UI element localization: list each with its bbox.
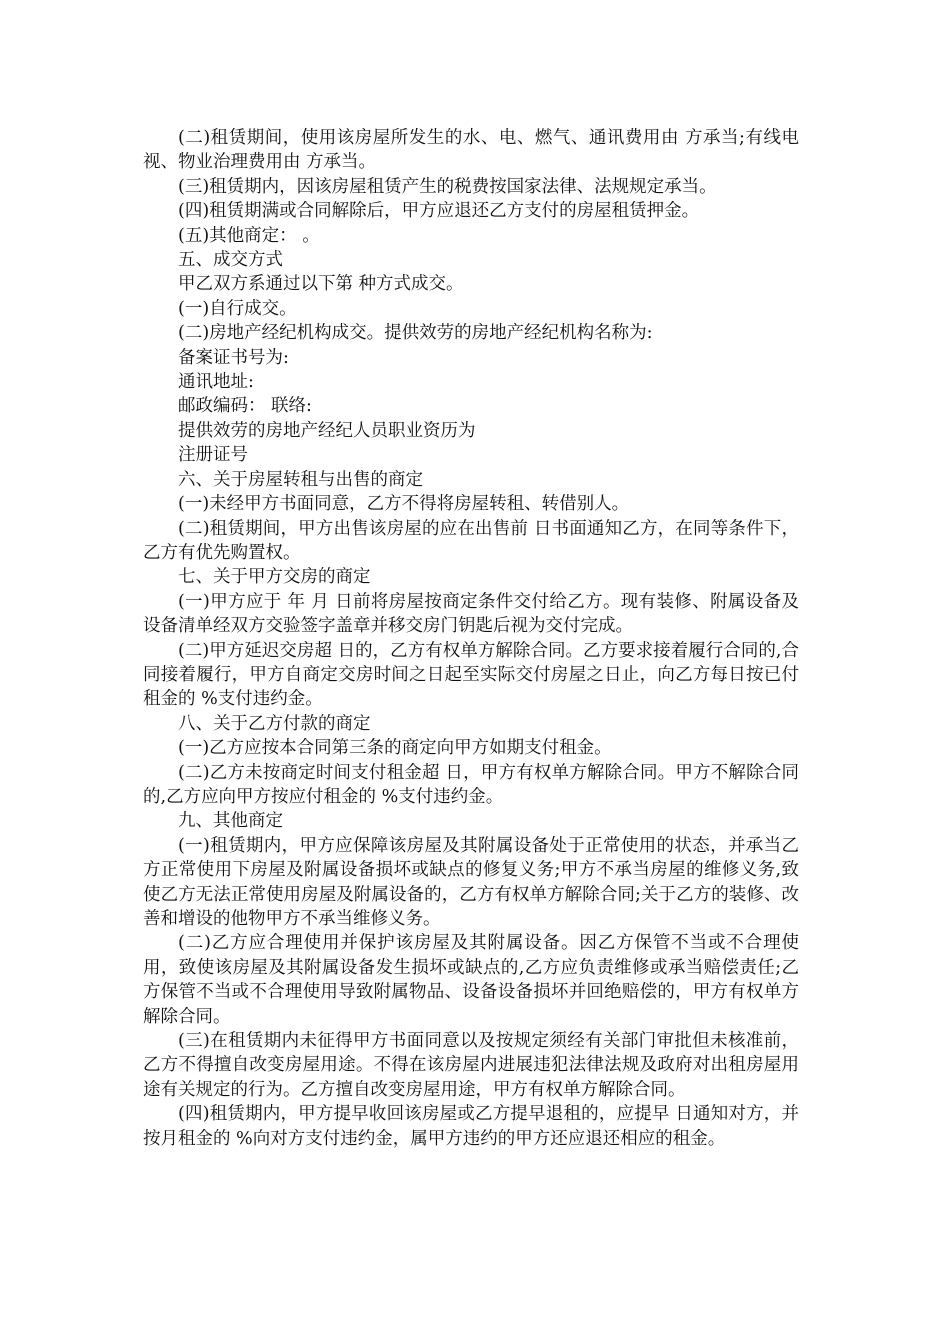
clause-late-payment: (二)乙方未按商定时间支付租金超 日，甲方有权单方解除合同。甲方不解除合同的,乙方应向甲方按应付租金的 %支付违约金。: [143, 762, 799, 807]
agency-filing-number: 备案证书号为:: [178, 347, 289, 368]
section-heading-transaction-method: 五、成交方式: [178, 250, 283, 271]
clause-utilities-fees: (二)租赁期间，使用该房屋所发生的水、电、燃气、通讯费用由 方承当;有线电视、物业治理费用由 方承当。: [143, 128, 799, 173]
document-page: [143, 126, 799, 1151]
agent-qualification: 提供效劳的房地产经纪人员职业资历为: [178, 420, 476, 441]
agent-registration-number: 注册证号: [178, 445, 248, 466]
clause-early-termination: (四)租赁期内，甲方提早收回该房屋或乙方提早退租的，应提早 日通知对方，并按月租金的 %向对方支付违约金，属甲方违约的甲方还应退还相应的租金。: [143, 1104, 799, 1149]
section-heading-other: 九、其他商定: [178, 811, 283, 832]
clause-handover-delay: (二)甲方延迟交房超 日的，乙方有权单方解除合同。乙方要求接着履行合同的,合同接着履行，甲方自商定交房时间之日起至实际交付房屋之日止，向乙方每日按已付租金的 %支付违约金。: [143, 640, 799, 710]
section-heading-handover: 七、关于甲方交房的商定: [178, 567, 371, 588]
clause-handover-date: (一)甲方应于 年 月 日前将房屋按商定条件交付给乙方。现有装修、附属设备及设备清单经双方交验签字盖章并移交房门钥匙后视为交付完成。: [143, 591, 799, 637]
clause-landlord-maintenance: (一)租赁期内，甲方应保障该房屋及其附属设备处于正常使用的状态，并承当乙方正常使用下房屋及附属设备损坏或缺点的修复义务;甲方不承当房屋的维修义务,致使乙方无法正常使用房屋及附属设备的，乙方有权单方解除合同;关于乙方的装修、改善和增设的他物甲方不承当维修义务。: [143, 835, 799, 929]
section-heading-payment: 八、关于乙方付款的商定: [178, 713, 371, 734]
section-heading-sublease-sale: 六、关于房屋转租与出售的商定: [178, 469, 423, 490]
clause-taxes: (三)租赁期内，因该房屋租赁产生的税费按国家法律、法规规定承当。: [178, 176, 717, 197]
clause-tenant-care: (二)乙方应合理使用并保护该房屋及其附属设备。因乙方保管不当或不合理使用，致使该房屋及其附属设备发生损坏或缺点的,乙方应负责维修或承当赔偿责任;乙方保管不当或不合理使用导致附属物品、设备设备损坏并回绝赔偿的，甲方有权单方解除合同。: [143, 933, 799, 1027]
transaction-method-intro: 甲乙双方系通过以下第 种方式成交。: [178, 274, 464, 295]
agency-address: 通讯地址:: [178, 372, 254, 393]
clause-other-agreements: (五)其他商定： 。: [178, 225, 320, 246]
clause-usage-change: (三)在租赁期内未征得甲方书面同意以及按规定须经有关部门审批但未核准前，乙方不得擅自改变房屋用途。不得在该房屋内进展违犯法律法规及政府对出租房屋用途有关规定的行为。乙方擅自改变房屋用途，甲方有权单方解除合同。: [143, 1031, 799, 1100]
clause-rent-payment: (一)乙方应按本合同第三条的商定向甲方如期支付租金。: [178, 738, 612, 759]
clause-no-sublease: (一)未经甲方书面同意，乙方不得将房屋转租、转借别人。: [178, 494, 630, 515]
transaction-self: (一)自行成交。: [178, 298, 297, 319]
transaction-agency: (二)房地产经纪机构成交。提供效劳的房地产经纪机构名称为:: [178, 323, 653, 344]
agency-postcode-contact: 邮政编码： 联络:: [178, 396, 312, 417]
clause-sale-notice: (二)租赁期间，甲方出售该房屋的应在出售前 日书面通知乙方，在同等条件下，乙方有优先购置权。: [143, 518, 799, 563]
clause-deposit-refund: (四)租赁期满或合同解除后，甲方应退还乙方支付的房屋租赁押金。: [178, 201, 700, 222]
